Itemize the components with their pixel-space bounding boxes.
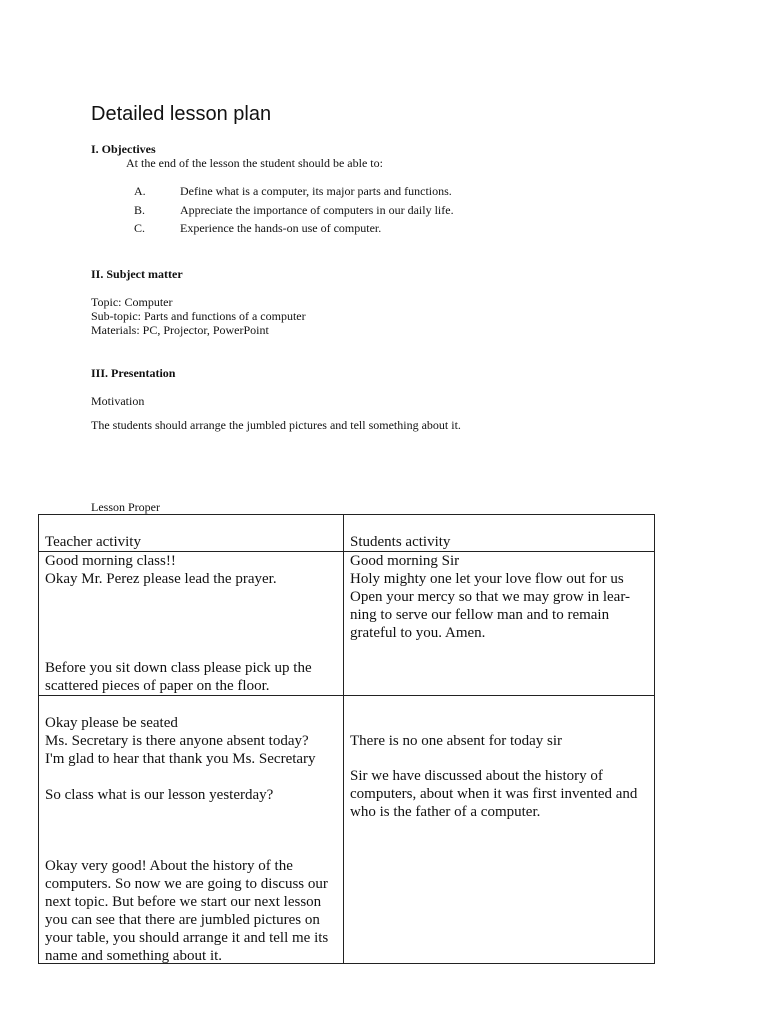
teacher-line: I'm glad to hear that thank you Ms. Secretary: [45, 751, 316, 767]
teacher-line: Okay very good! About the history of the: [45, 858, 293, 874]
teacher-line: Before you sit down class please pick up the: [45, 660, 312, 676]
teacher-line: name and something about it.: [45, 948, 223, 964]
page-title: Detailed lesson plan: [91, 103, 272, 125]
teacher-line: Ms. Secretary is there anyone absent today?: [45, 733, 309, 749]
student-line: Holy mighty one let your love flow out for us: [350, 571, 624, 587]
objective-letter: C.: [134, 221, 146, 235]
teacher-line: Okay Mr. Perez please lead the prayer.: [45, 571, 277, 587]
student-cell: [344, 732, 654, 750]
student-cell: [344, 767, 654, 821]
teacher-line: Okay please be seated: [45, 715, 178, 731]
teacher-activity-header: Teacher activity: [45, 534, 141, 550]
student-line: Open your mercy so that we may grow in lear-: [350, 589, 631, 605]
objective-text: Define what is a computer, its major parts and functions.: [180, 184, 452, 198]
presentation-heading: III. Presentation: [91, 366, 176, 380]
objective-item: [134, 221, 381, 236]
student-line: who is the father of a computer.: [350, 804, 541, 820]
student-line: computers, about when it was first invented and: [350, 786, 638, 802]
student-line: ning to serve our fellow man and to remain: [350, 607, 610, 623]
objective-text: Experience the hands-on use of computer.: [180, 221, 382, 235]
teacher-line: Good morning class!!: [45, 553, 176, 569]
lesson-proper-label: Lesson Proper: [91, 500, 160, 514]
objective-item: [134, 203, 454, 218]
teacher-line: your table, you should arrange it and tell me its: [45, 930, 329, 946]
student-line: There is no one absent for today sir: [350, 733, 563, 749]
objectives-intro: At the end of the lesson the student should be able to:: [126, 156, 383, 170]
student-line: Good morning Sir: [350, 553, 460, 569]
student-line: Sir we have discussed about the history of: [350, 768, 603, 784]
student-cell: [344, 552, 654, 642]
teacher-cell: [39, 659, 343, 695]
teacher-cell: [39, 714, 343, 768]
students-activity-header: Students activity: [350, 534, 451, 550]
objective-letter: A.: [134, 184, 146, 198]
activity-table: [38, 514, 655, 964]
teacher-line: next topic. But before we start our next lesson: [45, 894, 322, 910]
teacher-line: you can see that there are jumbled pictures on: [45, 912, 320, 928]
teacher-line: So class what is our lesson yesterday?: [45, 787, 274, 803]
subtopic-text: Sub-topic: Parts and functions of a computer: [91, 309, 306, 323]
teacher-cell: [39, 857, 343, 965]
objective-item: [134, 184, 452, 199]
teacher-line: computers. So now we are going to discuss our: [45, 876, 328, 892]
objective-text: Appreciate the importance of computers in our daily life.: [180, 203, 454, 217]
subject-matter-heading: II. Subject matter: [91, 267, 183, 281]
student-line: grateful to you. Amen.: [350, 625, 486, 641]
table-divider: [39, 695, 654, 696]
materials-text: Materials: PC, Projector, PowerPoint: [91, 323, 269, 337]
objectives-heading: I. Objectives: [91, 142, 156, 156]
motivation-text: The students should arrange the jumbled pictures and tell something about it.: [91, 418, 461, 432]
objective-letter: B.: [134, 203, 146, 217]
teacher-cell: [39, 552, 343, 588]
teacher-line: scattered pieces of paper on the floor.: [45, 678, 270, 694]
teacher-cell: [39, 786, 343, 804]
topic-text: Topic: Computer: [91, 295, 173, 309]
motivation-label: Motivation: [91, 394, 145, 408]
